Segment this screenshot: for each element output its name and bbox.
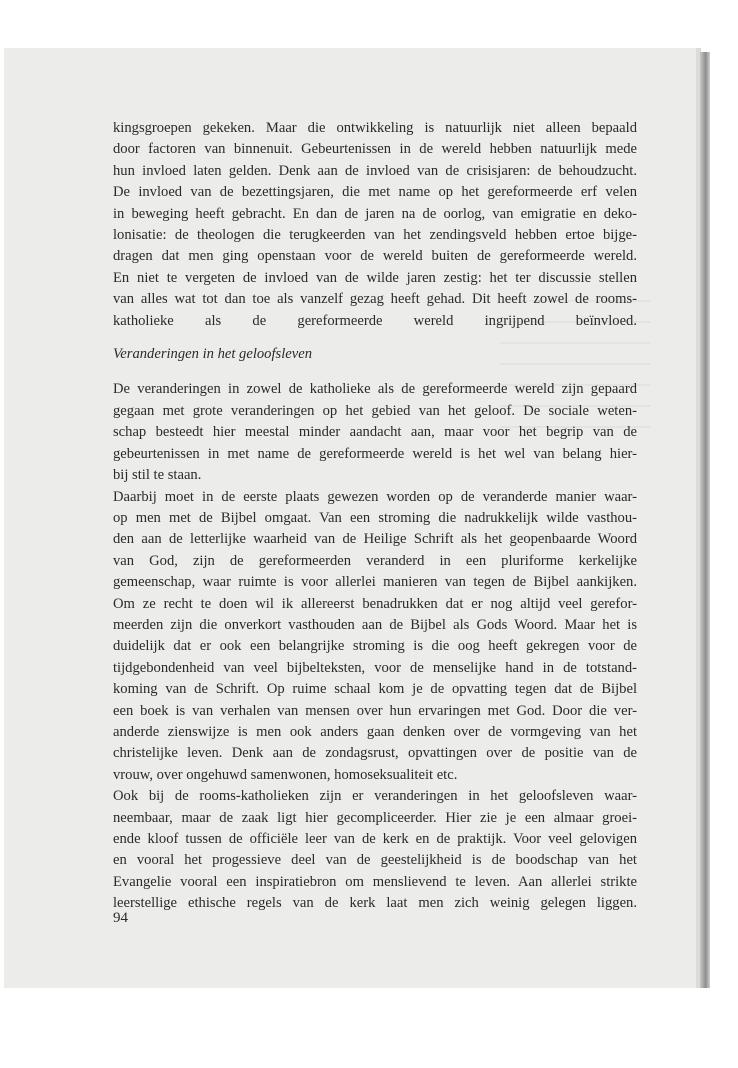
text-line: op men met de Bijbel omgaat. Van een stroming die nadrukkelijk wilde vasthou- <box>113 509 637 526</box>
text-line: anderde zienswijze is men ook anders gaan denken over de vormgeving van het <box>113 723 637 740</box>
text-line: bij stil te staan. <box>113 467 202 484</box>
text-line: De veranderingen in zowel de katholieke als de gereformeerde wereld zijn gepaard <box>113 381 637 398</box>
text-line: door factoren van binnenuit. Gebeurtenissen in de wereld hebben natuurlijk mede <box>113 141 637 158</box>
paragraph-3 <box>113 487 637 787</box>
text-line: leerstellige ethische regels van de kerk laat men zich weinig gelegen liggen. <box>113 895 637 912</box>
text-line: van alles wat tot dan toe als vanzelf gezag heeft gehad. Dit heeft zowel de rooms- <box>113 291 637 308</box>
text-line: gegaan met grote veranderingen op het gebied van het geloof. De sociale weten- <box>113 402 637 419</box>
text-line: gebeurtenissen in met name de gereformeerde wereld is het wel van belang hier- <box>113 445 637 462</box>
text-line: duidelijk dat er ook een belangrijke stroming is die oog heeft gekregen voor de <box>113 638 637 655</box>
text-line: neembaar, maar de zaak ligt hier gecompliceerder. Hier zie je een almaar groei- <box>113 809 637 826</box>
text-line: gemeenschap, waar ruimte is voor allerlei manieren van tegen de Bijbel aankijken. <box>113 574 637 591</box>
paragraph-2 <box>113 379 637 486</box>
text-line: tijdgebondenheid van veel bijbelteksten, voor de menselijke hand in de totstand- <box>113 659 637 676</box>
text-line: Om ze recht te doen wil ik allereerst benadrukken dat er nog altijd veel gerefor- <box>113 595 637 612</box>
text-line: en vooral het progessieve deel van de geestelijkheid is de boodschap van het <box>113 852 637 869</box>
text-line: De invloed van de bezettingsjaren, die met name op het gereformeerde erf velen <box>113 184 637 201</box>
section-heading: Veranderingen in het geloofsleven <box>113 346 312 363</box>
text-line: kingsgroepen gekeken. Maar die ontwikkeling is natuurlijk niet alleen bepaald <box>113 120 637 136</box>
book-edge <box>700 52 710 988</box>
page-number: 94 <box>113 910 128 926</box>
text-line: katholieke als de gereformeerde wereld ingrijpend beïnvloed. <box>113 312 637 329</box>
text-line: ende kloof tussen de officiële leer van de kerk en de praktijk. Voor veel gelovigen <box>113 831 637 847</box>
page-text <box>113 118 637 915</box>
paragraph-1 <box>113 118 637 332</box>
text-line: den aan de letterlijke waarheid van de Heilige Schrift als het geopenbaarde Woord <box>113 531 637 548</box>
text-line: in beweging heeft gebracht. En dan de jaren na de oorlog, van emigratie en deko- <box>113 205 637 222</box>
text-line: meerden zijn die onverkort vasthouden aan de Bijbel als Gods Woord. Maar het is <box>113 616 637 633</box>
paragraph-4 <box>113 786 637 914</box>
text-line: Evangelie vooral een inspiratiebron om menslievend te leven. Aan allerlei strikte <box>113 873 637 890</box>
text-line: koming van de Schrift. Op ruime schaal kom je de opvatting tegen dat de Bijbel <box>113 681 637 698</box>
text-line: vrouw, over ongehuwd samenwonen, homoseksualiteit etc. <box>113 766 458 783</box>
text-line: lonisatie: de theologen die terugkeerden van het zendingsveld hebben ertoe bijge- <box>113 227 637 244</box>
text-line: dragen dat men ging openstaan voor de wereld buiten de gereformeerde wereld. <box>113 248 637 265</box>
text-line: Daarbij moet in de eerste plaats gewezen worden op de veranderde manier waar- <box>113 488 637 505</box>
text-line: hun invloed laten gelden. Denk aan de invloed van de crisisjaren: de behoudzucht. <box>113 162 637 179</box>
text-line: Ook bij de rooms-katholieken zijn er veranderingen in het geloofsleven waar- <box>113 788 637 805</box>
text-line: schap besteedt hier meestal minder aandacht aan, maar voor het begrip van de <box>113 424 637 441</box>
text-line: En niet te vergeten de invloed van de wilde jaren zestig: het ter discussie stellen <box>113 269 637 286</box>
text-line: christelijke leven. Denk aan de zondagsrust, opvattingen over de positie van de <box>113 745 637 762</box>
text-line: een boek is van verhalen van mensen over hun ervaringen met God. Door die ver- <box>113 702 637 719</box>
text-line: van God, zijn de gereformeerden veranderd in een pluriforme kerkelijke <box>113 552 637 569</box>
